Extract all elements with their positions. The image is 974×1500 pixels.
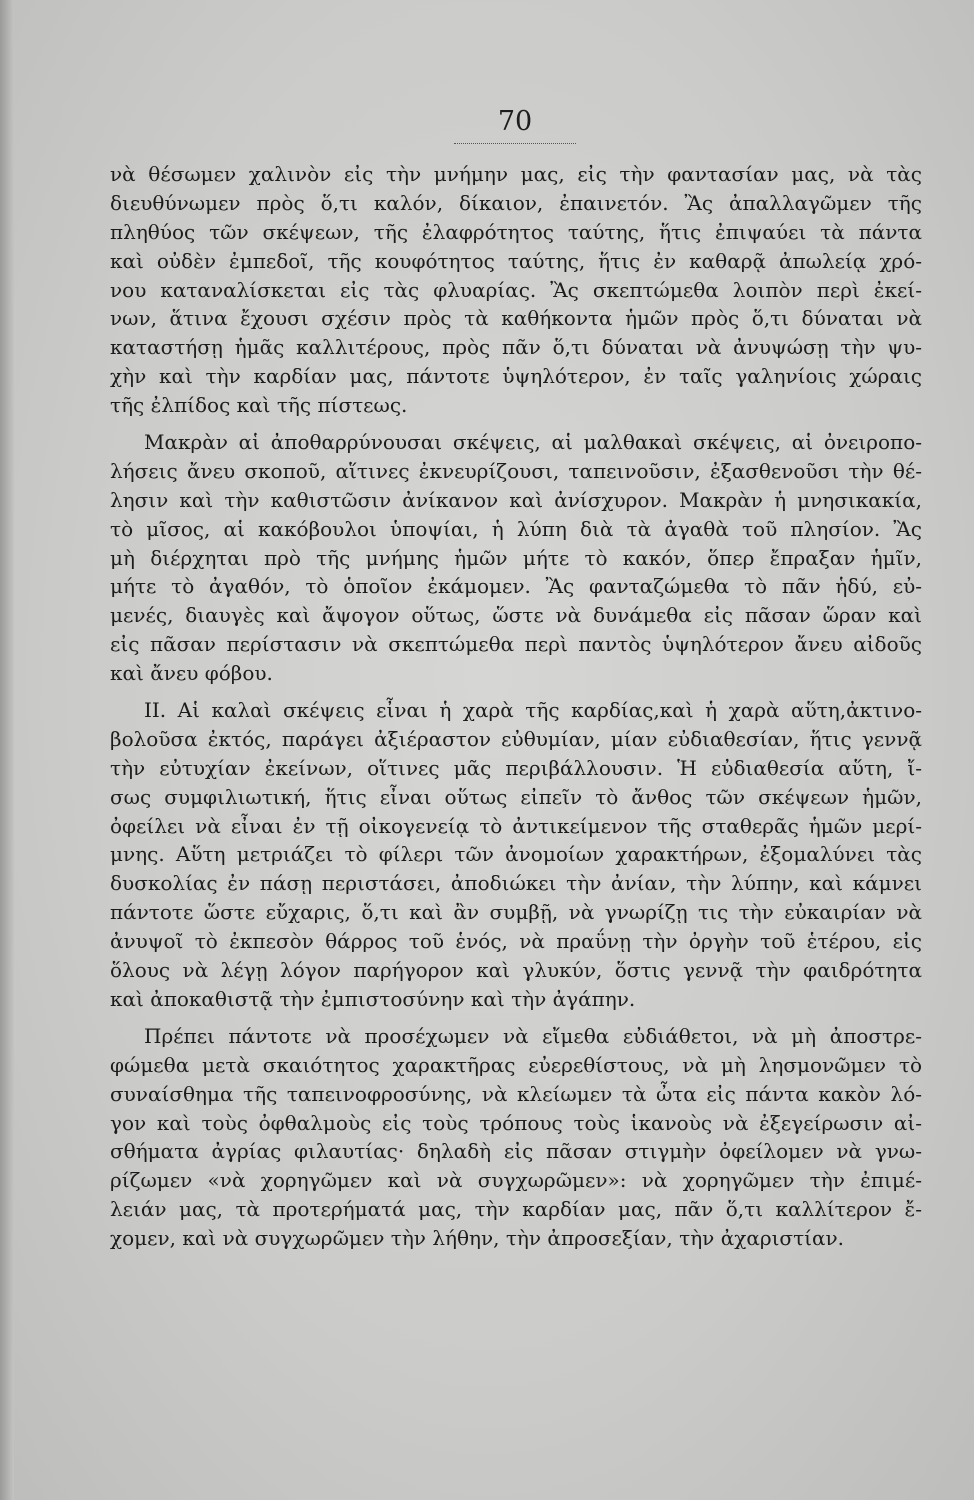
text-line: καὶ ἀποκαθιστᾷ τὴν ἐμπιστοσύνην καὶ τὴν ἀγάπην. (110, 986, 636, 1011)
text-line: συναίσθημα τῆς ταπεινοφροσύνης, νὰ κλείωμεν τὰ ὦτα εἰς πάντα κακὸν λό- (110, 1081, 922, 1106)
body-text (110, 160, 922, 1253)
text-line: ὅλους νὰ λέγῃ λόγον παρήγορον καὶ γλυκύν, ὅστις γεννᾷ τὴν φαιδρότητα (110, 958, 922, 983)
text-line: καταστήσῃ ἡμᾶς καλλιτέρους, πρὸς πᾶν ὅ,τι δύναται νὰ ἀνυψώσῃ τὴν ψυ- (110, 335, 922, 360)
text-line: νὰ θέσωμεν χαλινὸν εἰς τὴν μνήμην μας, εἰς τὴν φαντασίαν μας, νὰ τὰς (110, 162, 922, 186)
text-line: γον καὶ τοὺς ὀφθαλμοὺς εἰς τοὺς τρόπους τοὺς ἱκανοὺς νὰ ἐξεγείρωσιν αἰ- (110, 1110, 922, 1135)
page-edge-shadow (0, 0, 14, 1500)
text-line: λειάν μας, τὰ προτερήματά μας, τὴν καρδίαν μας, πᾶν ὅ,τι καλλίτερον ἔ- (110, 1197, 922, 1222)
text-line: φώμεθα μετὰ σκαιότητος χαρακτῆρας εὐερεθίστους, νὰ μὴ λησμονῶμεν τὸ (110, 1052, 922, 1077)
text-line: λήσεις ἄνευ σκοποῦ, αἵτινες ἐκνευρίζουσι, ταπεινοῦσιν, ἐξασθενοῦσι τὴν θέ- (110, 458, 922, 483)
text-line: βολοῦσα ἐκτός, παράγει ἀξιέραστον εὐθυμίαν, μίαν εὐδιαθεσίαν, ἥτις γεννᾷ (110, 726, 922, 751)
text-line: δυσκολίας ἐν πάσῃ περιστάσει, ἀποδιώκει τὴν ἀνίαν, τὴν λύπην, καὶ κάμνει (110, 871, 922, 896)
paragraph (110, 696, 922, 1014)
text-line: νων, ἅτινα ἔχουσι σχέσιν πρὸς τὰ καθήκοντα ἡμῶν πρὸς ὅ,τι δύναται νὰ (110, 306, 922, 331)
text-line: Μακρὰν αἱ ἀποθαρρύνουσαι σκέψεις, αἱ μαλθακαὶ σκέψεις, αἱ ὀνειροπο- (144, 430, 922, 455)
text-line: χὴν καὶ τὴν καρδίαν μας, πάντοτε ὑψηλότερον, ἐν ταῖς γαληνίοις χώραις (110, 364, 922, 389)
text-line: διευθύνωμεν πρὸς ὅ,τι καλόν, δίκαιον, ἐπαινετόν. Ἂς ἀπαλλαγῶμεν τῆς (110, 190, 922, 215)
page-number: 70 (497, 106, 533, 137)
text-line: Πρέπει πάντοτε νὰ προσέχωμεν νὰ εἴμεθα εὐδιάθετοι, νὰ μὴ ἀποστρε- (144, 1023, 922, 1048)
text-line: τὸ μῖσος, αἱ κακόβουλοι ὑποψίαι, ἡ λύπη διὰ τὰ ἀγαθὰ τοῦ πλησίον. Ἂς (110, 516, 922, 541)
text-line: μὴ διέρχηται πρὸ τῆς μνήμης ἡμῶν μήτε τὸ κακόν, ὅπερ ἔπραξαν ἡμῖν, (110, 545, 922, 570)
text-line: μήτε τὸ ἀγαθόν, τὸ ὁποῖον ἐκάμομεν. Ἂς φανταζώμεθα τὸ πᾶν ἡδύ, εὐ- (110, 574, 922, 599)
text-line: καὶ οὐδὲν ἐμπεδοῖ, τῆς κουφότητος ταύτης, ἥτις ἐν καθαρᾷ ἀπωλείᾳ χρό- (110, 248, 922, 273)
text-line: μενές, διαυγὲς καὶ ἄψογον οὕτως, ὥστε νὰ δυνάμεθα εἰς πᾶσαν ὥραν καὶ (110, 603, 922, 628)
text-line: μνης. Αὕτη μετριάζει τὸ φίλερι τῶν ἀνομοίων χαρακτήρων, ἐξομαλύνει τὰς (110, 842, 922, 867)
page-number-rule (454, 143, 576, 144)
text-line: σως συμφιλιωτική, ἥτις εἶναι οὕτως εἰπεῖν τὸ ἄνθος τῶν σκέψεων ἡμῶν, (110, 784, 922, 809)
text-line: καὶ ἄνευ φόβου. (110, 661, 273, 686)
paragraph (110, 160, 922, 420)
text-line: εἰς πᾶσαν περίστασιν νὰ σκεπτώμεθα περὶ παντὸς ὑψηλότερον ἄνευ αἰδοῦς (110, 632, 922, 657)
text-line: ὀφείλει νὰ εἶναι ἐν τῇ οἰκογενείᾳ τὸ ἀντικείμενον τῆς σταθερᾶς ἡμῶν μερί- (110, 813, 922, 838)
paragraph (110, 428, 922, 688)
text-line: ἀνυψοῖ τὸ ἐκπεσὸν θάρρος τοῦ ἑνός, νὰ πραΰνῃ τὴν ὀργὴν τοῦ ἑτέρου, εἰς (110, 929, 922, 954)
text-line: λησιν καὶ τὴν καθιστῶσιν ἀνίκανον καὶ ἀνίσχυρον. Μακρὰν ἡ μνησικακία, (110, 487, 922, 512)
text-line: νου καταναλίσκεται εἰς τὰς φλυαρίας. Ἂς σκεπτώμεθα λοιπὸν περὶ ἐκεί- (110, 277, 922, 302)
paragraph (110, 1022, 922, 1253)
text-line: II. Αἱ καλαὶ σκέψεις εἶναι ἡ χαρὰ τῆς καρδίας,καὶ ἡ χαρὰ αὕτη,ἀκτινο- (144, 698, 922, 723)
text-line: χομεν, καὶ νὰ συγχωρῶμεν τὴν λήθην, τὴν ἀπροσεξίαν, τὴν ἀχαριστίαν. (110, 1226, 845, 1251)
text-line: ρίζωμεν «νὰ χορηγῶμεν καὶ νὰ συγχωρῶμεν»: νὰ χορηγῶμεν τὴν ἐπιμέ- (110, 1168, 922, 1193)
text-line: σθήματα ἀγρίας φιλαυτίας· δηλαδὴ εἰς πᾶσαν στιγμὴν ὀφείλομεν νὰ γνω- (110, 1139, 922, 1164)
text-line: τῆς ἐλπίδος καὶ τῆς πίστεως. (110, 393, 408, 418)
text-line: τὴν εὐτυχίαν ἐκείνων, οἵτινες μᾶς περιβάλλουσιν. Ἡ εὐδιαθεσία αὕτη, ἴ- (110, 755, 922, 780)
text-line: πληθύος τῶν σκέψεων, τῆς ἐλαφρότητος ταύτης, ἥτις ἐπιψαύει τὰ πάντα (110, 219, 922, 244)
text-line: πάντοτε ὥστε εὔχαρις, ὅ,τι καὶ ἂν συμβῇ, νὰ γνωρίζῃ τις τὴν εὐκαιρίαν νὰ (110, 900, 922, 925)
